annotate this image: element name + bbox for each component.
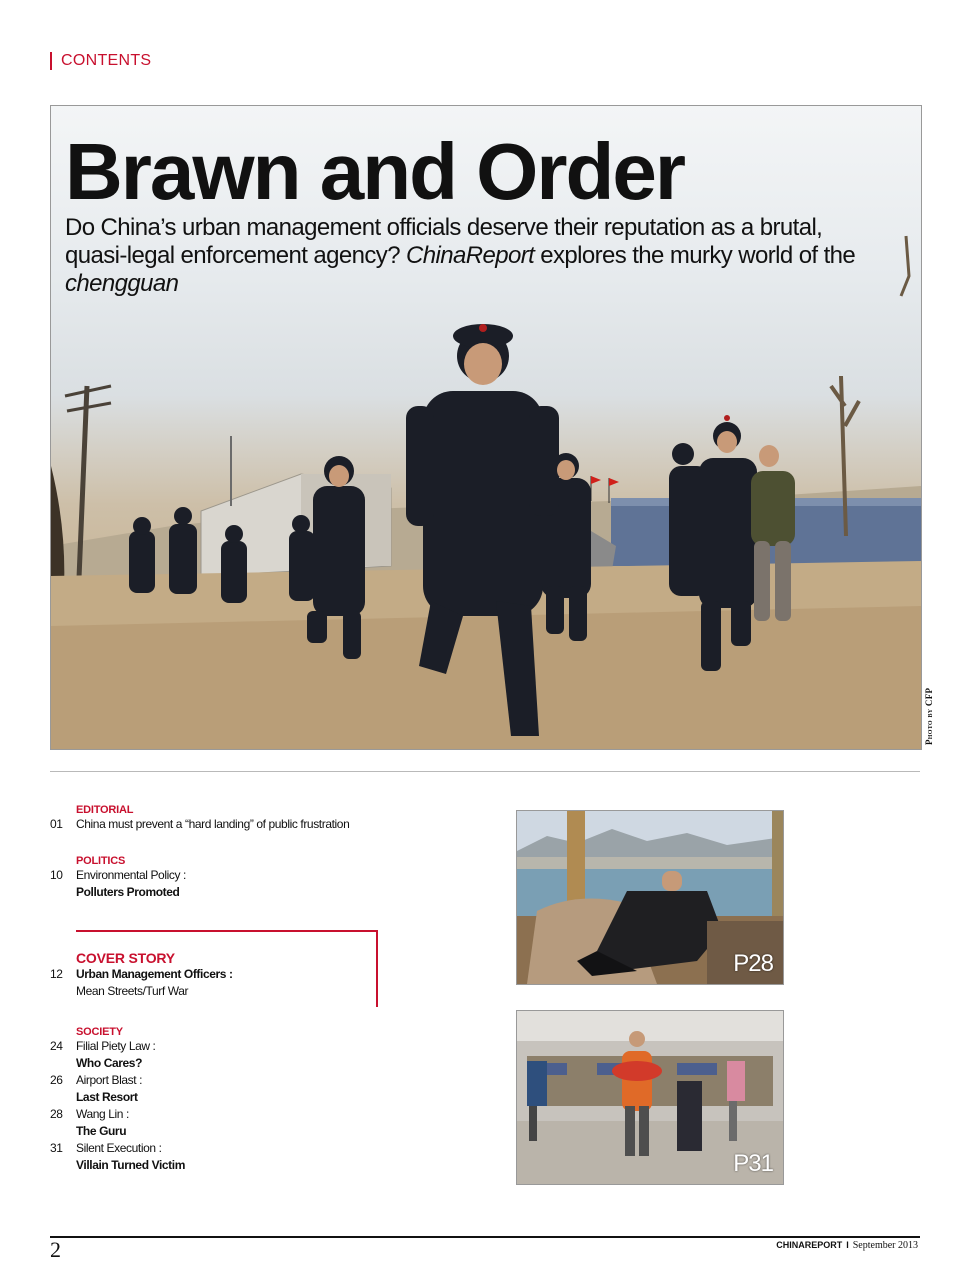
magazine-name: CHINAREPORT: [776, 1240, 843, 1250]
entry-topic: Environmental Policy :: [76, 868, 186, 882]
toc-entry[interactable]: [50, 1072, 380, 1106]
toc-entry[interactable]: [50, 867, 380, 901]
entry-topic: Filial Piety Law :: [76, 1039, 156, 1053]
photo-credit: Photo by CFP: [924, 687, 934, 745]
toc-section-politics: [50, 855, 380, 901]
feature-deck: [65, 214, 865, 298]
toc-entry[interactable]: [50, 966, 380, 1000]
divider: [50, 771, 920, 772]
issue-date: September 2013: [852, 1240, 918, 1251]
toc-entry[interactable]: [50, 1038, 380, 1072]
entry-title: Villain Turned Victim: [76, 1158, 185, 1172]
entry-title: Polluters Promoted: [76, 885, 180, 899]
entry-topic: Wang Lin :: [76, 1107, 129, 1121]
page-number: 10: [50, 868, 63, 882]
feature-headline: Brawn and Order: [65, 127, 685, 216]
toc-section-society: [50, 1026, 380, 1174]
entry-topic: Silent Execution :: [76, 1141, 162, 1155]
deck-text-1: Do China’s urban management officials deserve their reputation as a brutal, quasi-legal enforcement agency?: [65, 214, 823, 269]
deck-text-2: explores the murky world of the: [534, 242, 856, 269]
page-number: 01: [50, 817, 63, 831]
toc-section-cover-story: [50, 950, 380, 1000]
deck-chengguan: chengguan: [65, 270, 179, 297]
deck-magazine-name: ChinaReport: [406, 242, 535, 269]
thumbnail-page-label: P31: [733, 1150, 773, 1177]
section-heading: COVER STORY: [76, 950, 175, 966]
separator: I: [846, 1240, 849, 1250]
thumbnail-p31[interactable]: [516, 1010, 784, 1185]
toc-entry[interactable]: [50, 1140, 380, 1174]
section-heading: SOCIETY: [76, 1026, 123, 1038]
page-number: 26: [50, 1073, 63, 1087]
thumbnail-page-label: P28: [733, 950, 773, 977]
footer-imprint: [776, 1240, 918, 1251]
thumbnail-p28[interactable]: [516, 810, 784, 985]
page-number: 2: [50, 1237, 61, 1262]
page-number: 28: [50, 1107, 63, 1121]
page-number: 12: [50, 967, 63, 981]
entry-subtitle: Mean Streets/Turf War: [76, 984, 189, 998]
entry-title: Urban Management Officers :: [76, 967, 233, 981]
entry-title: China must prevent a “hard landing” of public frustration: [76, 817, 350, 831]
contents-label: CONTENTS: [50, 52, 151, 70]
toc-entry[interactable]: [50, 816, 380, 833]
page-number: 31: [50, 1141, 63, 1155]
toc-section-editorial: [50, 804, 380, 833]
section-heading: POLITICS: [76, 855, 126, 867]
feature-photo: [50, 105, 922, 750]
entry-title: Who Cares?: [76, 1056, 143, 1070]
entry-topic: Airport Blast :: [76, 1073, 143, 1087]
section-heading: EDITORIAL: [76, 804, 134, 816]
page-number: 24: [50, 1039, 63, 1053]
entry-title: Last Resort: [76, 1090, 138, 1104]
entry-title: The Guru: [76, 1124, 127, 1138]
footer-rule: [50, 1236, 920, 1238]
toc-entry[interactable]: [50, 1106, 380, 1140]
